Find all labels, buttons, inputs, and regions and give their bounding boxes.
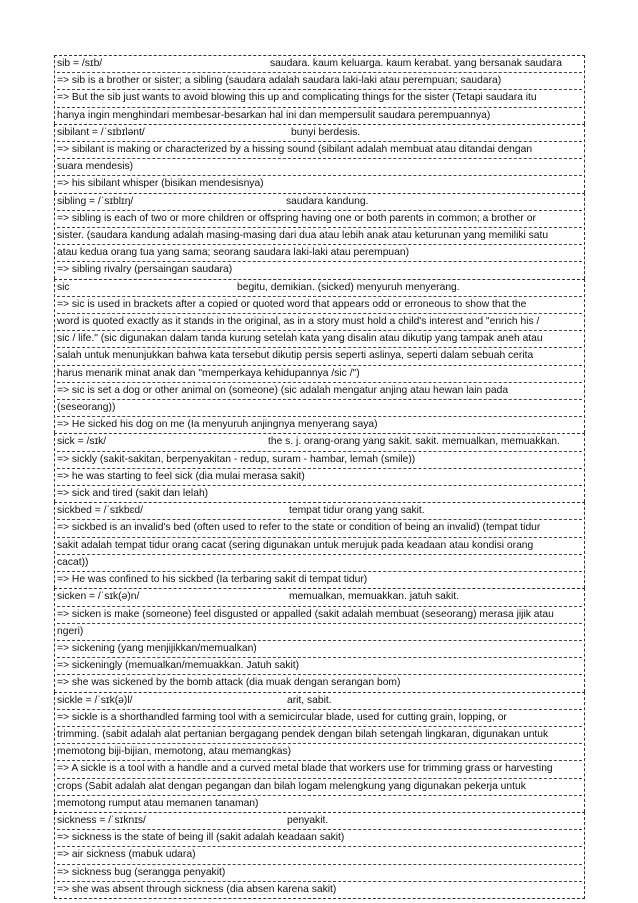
entry-sick: [54, 433, 585, 502]
translation: saudara kandung.: [286, 195, 369, 207]
entry-line: hanya ingin menghindari membesar-besarkan hal ini dan mempersulit saudara perempuannya): [57, 109, 491, 121]
entry-line: => sickeningly (memualkan/memuakkan. Jatuh sakit): [57, 658, 582, 675]
headword: sickle = /ˈsɪk(ə)l/: [57, 694, 133, 706]
entry-line: => she was sickened by the bomb attack (dia muak dengan serangan bom): [57, 677, 401, 689]
translation: begitu, demikian. (sicked) menyuruh menyerang.: [237, 281, 460, 293]
entry-line: => sibling is each of two or more children or offspring having one or both parents in common; a brother or: [57, 211, 582, 228]
entry-head: [57, 693, 582, 710]
entry-line: => But the sib just wants to avoid blowing this up and complicating things for the sister (Tetapi saudara itu: [57, 90, 582, 107]
translation: tempat tidur orang yang sakit.: [289, 505, 425, 517]
entry-head: [57, 194, 582, 211]
headword: sicken = /ˈsɪk(ə)n/: [57, 591, 140, 603]
headword: sibling = /ˈsɪblɪŋ/: [57, 195, 134, 207]
entry-line: => sic is used in brackets after a copied or quoted word that appears odd or erroneous to show that the: [57, 297, 582, 314]
headword: sic: [57, 281, 70, 293]
entry-line: word is quoted exactly as it stands in the original, as in a story must hold a child's interest and "enrich his /: [57, 314, 582, 331]
entry-sibilant: [54, 124, 585, 193]
entry-sickbed: [54, 502, 585, 588]
entry-head: [57, 280, 582, 297]
entry-line: => sib is a brother or sister; a sibling (saudara adalah saudara laki-laki atau perempuan; saudara): [57, 73, 582, 90]
headword: sibilant = /ˈsɪbɪlənt/: [57, 126, 145, 138]
entry-line: => sickbed is an invalid's bed (often used to refer to the state or condition of being an invalid) (tempat tidur: [57, 520, 582, 537]
translation: the s. j. orang-orang yang sakit. sakit. memualkan, memuakkan.: [268, 436, 560, 448]
entry-line: => A sickle is a tool with a handle and a curved metal blade that workers use for trimming grass or harvesting: [57, 761, 582, 778]
headword: sib = /sɪb/: [57, 58, 103, 69]
entry-line: harus menarik minat anak dan "memperkaya kehidupannya /sic /"): [57, 366, 582, 383]
headword: sick = /sɪk/: [57, 436, 107, 448]
entry-sibling: [54, 193, 585, 279]
entry-line: => sibilant is making or characterized by a hissing sound (sibilant adalah membuat atau ditandai dengan: [57, 142, 582, 159]
entry-line: cacat)): [57, 555, 582, 572]
entry-line: => air sickness (mabuk udara): [57, 847, 582, 864]
translation: bunyi berdesis.: [291, 126, 361, 138]
entry-sickness: [54, 812, 585, 899]
entry-head: [57, 503, 582, 520]
entry-line: memotong biji-bijian, memotong, atau memangkas): [57, 744, 582, 761]
headword: sickness = /ˈsɪknɪs/: [57, 814, 146, 826]
entry-line: => sickening (yang menjijikkan/memualkan): [57, 641, 582, 658]
headword: sickbed = /ˈsɪkbɛd/: [57, 505, 143, 517]
dictionary-page: [54, 55, 585, 899]
entry-line: => sickness is the state of being ill (sakit adalah keadaan sakit): [57, 830, 582, 847]
entry-line: => He was confined to his sickbed (Ia terbaring sakit di tempat tidur): [57, 574, 368, 586]
entry-line: crops (Sabit adalah alat dengan pegangan dan bilah logam melengkung yang digunakan pekerja untuk: [57, 779, 582, 796]
entry-line: sister. (saudara kandung adalah masing-masing dari dua atau lebih anak atau keturunan yang memiliki satu: [57, 228, 582, 245]
entry-sic: [54, 279, 585, 434]
entry-sib: [54, 55, 585, 124]
translation: memualkan, memuakkan. jatuh sakit.: [289, 591, 459, 603]
entry-head: [57, 434, 582, 451]
entry-line: => sickly (sakit-sakitan, berpenyakitan - redup, suram - hambar, lemah (smile)): [57, 452, 582, 469]
entry-sicken: [54, 588, 585, 691]
entry-line: => sickness bug (serangga penyakit): [57, 865, 582, 882]
translation: arit, sabit.: [287, 694, 332, 706]
entry-sickle: [54, 692, 585, 812]
entry-head: [57, 589, 582, 606]
entry-line: trimming. (sabit adalah alat pertanian bergagang pendek dengan bilah setengah lingkaran, digunakan untuk: [57, 727, 582, 744]
entry-line: (seseorang)): [57, 400, 582, 417]
entry-line: => she was absent through sickness (dia absen karena sakit): [57, 883, 337, 895]
entry-line: => his sibilant whisper (bisikan mendesisnya): [57, 178, 264, 190]
entry-line: => He sicked his dog on me (Ia menyuruh anjingnya menyerang saya): [57, 419, 378, 431]
translation: penyakit.: [287, 814, 329, 826]
entry-head: [57, 125, 582, 142]
entry-line: => sic is set a dog or other animal on (someone) (sic adalah mengatur anjing atau hewan lain pada: [57, 383, 582, 400]
entry-line: sic / life." (sic digunakan dalam tanda kurung setelah kata yang disalin atau dikutip yang tampak aneh atau: [57, 331, 582, 348]
entry-line: => sickle is a shorthandled farming tool with a semicircular blade, used for cutting grain, lopping, or: [57, 710, 582, 727]
entry-line: => he was starting to feel sick (dia mulai merasa sakit): [57, 469, 582, 486]
entry-line: => sick and tired (sakit dan lelah): [57, 488, 209, 500]
entry-line: => sibling rivalry (persaingan saudara): [57, 264, 233, 276]
entry-line: memotong rumput atau memanen tanaman): [57, 797, 259, 809]
translation: saudara. kaum keluarga. kaum kerabat. yang bersanak saudara: [270, 58, 562, 69]
entry-line: sakit adalah tempat tidur orang cacat (sering digunakan untuk merujuk pada keadaan atau kondisi orang: [57, 538, 582, 555]
entry-line: salah untuk menunjukkan bahwa kata tersebut dikutip persis seperti aslinya, seperti dalam sebuah cerita: [57, 348, 582, 365]
entry-line: suara mendesis): [57, 159, 582, 176]
entry-line: => sicken is make (someone) feel disgusted or appalled (sakit adalah membuat (seseorang) merasa jijik atau: [57, 607, 582, 624]
entry-line: atau kedua orang tua yang sama; seorang saudara laki-laki atau perempuan): [57, 245, 582, 262]
entry-head: [57, 56, 582, 73]
entry-head: [57, 813, 582, 830]
entry-line: ngeri): [57, 624, 582, 641]
